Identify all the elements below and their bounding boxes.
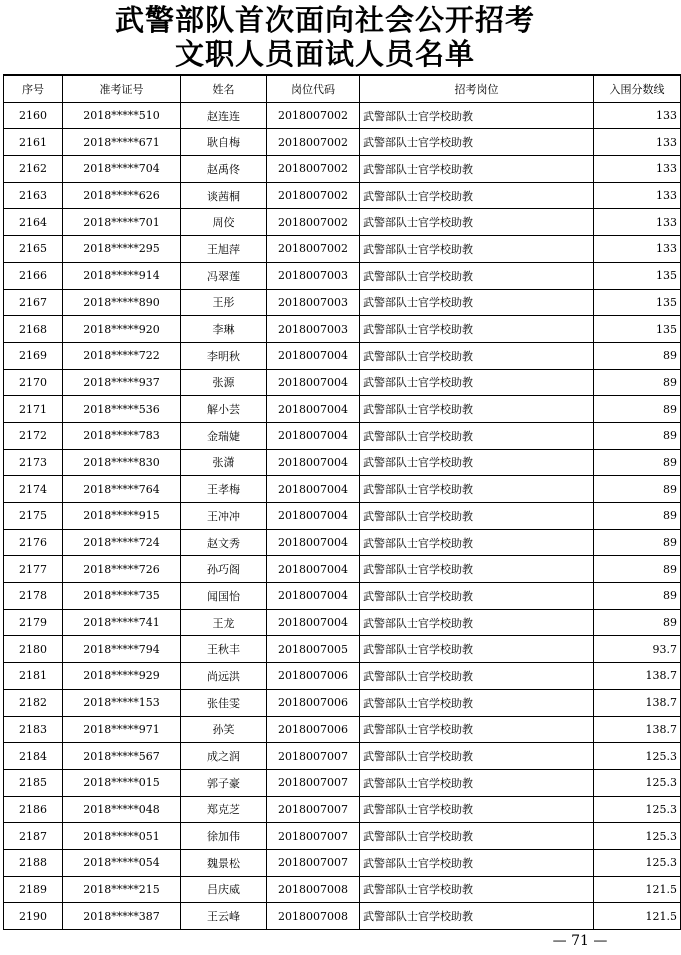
table-row — [4, 583, 681, 610]
cell-post: 武警部队士官学校助教 — [360, 102, 594, 129]
cell-cutoff-score: 89 — [594, 529, 681, 556]
cell-post-code: 2018007002 — [267, 102, 360, 129]
header-ticket-no: 准考证号 — [63, 75, 181, 102]
table-row — [4, 369, 681, 396]
cell-cutoff-score: 133 — [594, 102, 681, 129]
cell-post: 武警部队士官学校助教 — [360, 876, 594, 903]
cell-seq: 2161 — [4, 129, 63, 156]
cell-post: 武警部队士官学校助教 — [360, 396, 594, 423]
cell-seq: 2172 — [4, 422, 63, 449]
table-row — [4, 102, 681, 129]
cell-cutoff-score: 133 — [594, 182, 681, 209]
cell-post: 武警部队士官学校助教 — [360, 422, 594, 449]
table-row — [4, 476, 681, 503]
cell-post-code: 2018007008 — [267, 876, 360, 903]
cell-name: 张潇 — [181, 449, 267, 476]
table-row — [4, 236, 681, 263]
cell-name: 孙巧阁 — [181, 556, 267, 583]
cell-post: 武警部队士官学校助教 — [360, 236, 594, 263]
cell-name: 谈茜桐 — [181, 182, 267, 209]
cell-ticket-no: 2018*****051 — [63, 823, 181, 850]
header-post-code: 岗位代码 — [267, 75, 360, 102]
cell-ticket-no: 2018*****783 — [63, 422, 181, 449]
cell-name: 王冲冲 — [181, 503, 267, 530]
cell-cutoff-score: 89 — [594, 449, 681, 476]
table-row — [4, 422, 681, 449]
cell-ticket-no: 2018*****536 — [63, 396, 181, 423]
cell-seq: 2174 — [4, 476, 63, 503]
table-row — [4, 262, 681, 289]
cell-cutoff-score: 135 — [594, 316, 681, 343]
cell-ticket-no: 2018*****054 — [63, 849, 181, 876]
cell-post: 武警部队士官学校助教 — [360, 716, 594, 743]
cell-cutoff-score: 125.3 — [594, 849, 681, 876]
cell-post-code: 2018007007 — [267, 796, 360, 823]
cell-seq: 2176 — [4, 529, 63, 556]
cell-seq: 2181 — [4, 663, 63, 690]
header-cutoff-score: 入围分数线 — [594, 75, 681, 102]
cell-ticket-no: 2018*****724 — [63, 529, 181, 556]
cell-ticket-no: 2018*****567 — [63, 743, 181, 770]
cell-cutoff-score: 135 — [594, 289, 681, 316]
cell-cutoff-score: 133 — [594, 209, 681, 236]
cell-ticket-no: 2018*****015 — [63, 769, 181, 796]
cell-ticket-no: 2018*****741 — [63, 609, 181, 636]
cell-post: 武警部队士官学校助教 — [360, 503, 594, 530]
cell-seq: 2169 — [4, 342, 63, 369]
cell-name: 周佼 — [181, 209, 267, 236]
cell-post-code: 2018007006 — [267, 689, 360, 716]
cell-ticket-no: 2018*****830 — [63, 449, 181, 476]
cell-post: 武警部队士官学校助教 — [360, 156, 594, 183]
cell-cutoff-score: 138.7 — [594, 663, 681, 690]
table-row — [4, 796, 681, 823]
document-title-line-1: 武警部队首次面向社会公开招考 — [114, 3, 535, 37]
cell-post: 武警部队士官学校助教 — [360, 769, 594, 796]
cell-name: 王秋丰 — [181, 636, 267, 663]
cell-post: 武警部队士官学校助教 — [360, 609, 594, 636]
cell-cutoff-score: 125.3 — [594, 769, 681, 796]
cell-post: 武警部队士官学校助教 — [360, 823, 594, 850]
cell-name: 赵连连 — [181, 102, 267, 129]
cell-name: 王孝梅 — [181, 476, 267, 503]
cell-name: 李琳 — [181, 316, 267, 343]
cell-ticket-no: 2018*****626 — [63, 182, 181, 209]
cell-post: 武警部队士官学校助教 — [360, 849, 594, 876]
interview-candidates-table — [3, 74, 681, 930]
cell-post-code: 2018007006 — [267, 716, 360, 743]
cell-name: 李明秋 — [181, 342, 267, 369]
cell-seq: 2183 — [4, 716, 63, 743]
table-row — [4, 396, 681, 423]
cell-ticket-no: 2018*****215 — [63, 876, 181, 903]
cell-name: 王彤 — [181, 289, 267, 316]
cell-name: 金瑞婕 — [181, 422, 267, 449]
table-row — [4, 129, 681, 156]
cell-post-code: 2018007007 — [267, 743, 360, 770]
cell-cutoff-score: 89 — [594, 422, 681, 449]
table-row — [4, 609, 681, 636]
cell-name: 郭子豪 — [181, 769, 267, 796]
cell-name: 王龙 — [181, 609, 267, 636]
cell-ticket-no: 2018*****153 — [63, 689, 181, 716]
cell-cutoff-score: 89 — [594, 503, 681, 530]
table-row — [4, 689, 681, 716]
cell-seq: 2185 — [4, 769, 63, 796]
cell-post-code: 2018007007 — [267, 849, 360, 876]
cell-seq: 2177 — [4, 556, 63, 583]
table-row — [4, 823, 681, 850]
cell-post-code: 2018007005 — [267, 636, 360, 663]
cell-seq: 2187 — [4, 823, 63, 850]
cell-post-code: 2018007004 — [267, 503, 360, 530]
cell-name: 尚远洪 — [181, 663, 267, 690]
cell-seq: 2190 — [4, 903, 63, 930]
cell-seq: 2164 — [4, 209, 63, 236]
cell-name: 赵禹佟 — [181, 156, 267, 183]
cell-seq: 2167 — [4, 289, 63, 316]
cell-post: 武警部队士官学校助教 — [360, 663, 594, 690]
cell-post-code: 2018007008 — [267, 903, 360, 930]
cell-post: 武警部队士官学校助教 — [360, 556, 594, 583]
cell-post: 武警部队士官学校助教 — [360, 903, 594, 930]
cell-ticket-no: 2018*****295 — [63, 236, 181, 263]
cell-cutoff-score: 89 — [594, 342, 681, 369]
cell-post-code: 2018007004 — [267, 396, 360, 423]
cell-seq: 2188 — [4, 849, 63, 876]
cell-post: 武警部队士官学校助教 — [360, 342, 594, 369]
table-row — [4, 716, 681, 743]
cell-cutoff-score: 125.3 — [594, 743, 681, 770]
cell-post-code: 2018007002 — [267, 209, 360, 236]
cell-seq: 2175 — [4, 503, 63, 530]
cell-post-code: 2018007004 — [267, 449, 360, 476]
cell-name: 徐加伟 — [181, 823, 267, 850]
cell-post: 武警部队士官学校助教 — [360, 583, 594, 610]
cell-seq: 2165 — [4, 236, 63, 263]
cell-ticket-no: 2018*****929 — [63, 663, 181, 690]
cell-post-code: 2018007002 — [267, 236, 360, 263]
cell-cutoff-score: 125.3 — [594, 823, 681, 850]
cell-ticket-no: 2018*****764 — [63, 476, 181, 503]
cell-post: 武警部队士官学校助教 — [360, 449, 594, 476]
cell-post: 武警部队士官学校助教 — [360, 743, 594, 770]
cell-cutoff-score: 89 — [594, 583, 681, 610]
cell-seq: 2189 — [4, 876, 63, 903]
table-row — [4, 156, 681, 183]
cell-name: 王旭萍 — [181, 236, 267, 263]
cell-post: 武警部队士官学校助教 — [360, 369, 594, 396]
cell-post: 武警部队士官学校助教 — [360, 182, 594, 209]
cell-post-code: 2018007006 — [267, 663, 360, 690]
cell-name: 冯翠莲 — [181, 262, 267, 289]
cell-ticket-no: 2018*****920 — [63, 316, 181, 343]
cell-seq: 2182 — [4, 689, 63, 716]
cell-post-code: 2018007004 — [267, 529, 360, 556]
header-seq: 序号 — [4, 75, 63, 102]
table-row — [4, 289, 681, 316]
cell-post-code: 2018007002 — [267, 182, 360, 209]
cell-post: 武警部队士官学校助教 — [360, 636, 594, 663]
cell-ticket-no: 2018*****735 — [63, 583, 181, 610]
cell-post: 武警部队士官学校助教 — [360, 262, 594, 289]
cell-cutoff-score: 93.7 — [594, 636, 681, 663]
table-row — [4, 769, 681, 796]
cell-seq: 2168 — [4, 316, 63, 343]
cell-name: 孙笑 — [181, 716, 267, 743]
cell-ticket-no: 2018*****048 — [63, 796, 181, 823]
cell-seq: 2186 — [4, 796, 63, 823]
cell-name: 魏景松 — [181, 849, 267, 876]
cell-name: 王云峰 — [181, 903, 267, 930]
cell-ticket-no: 2018*****890 — [63, 289, 181, 316]
table-row — [4, 209, 681, 236]
cell-cutoff-score: 133 — [594, 156, 681, 183]
cell-seq: 2179 — [4, 609, 63, 636]
cell-cutoff-score: 138.7 — [594, 689, 681, 716]
cell-seq: 2160 — [4, 102, 63, 129]
table-row — [4, 636, 681, 663]
cell-name: 张源 — [181, 369, 267, 396]
cell-name: 成之润 — [181, 743, 267, 770]
cell-cutoff-score: 135 — [594, 262, 681, 289]
cell-name: 解小芸 — [181, 396, 267, 423]
cell-post: 武警部队士官学校助教 — [360, 289, 594, 316]
cell-post-code: 2018007002 — [267, 156, 360, 183]
cell-name: 赵文秀 — [181, 529, 267, 556]
cell-name: 吕庆威 — [181, 876, 267, 903]
cell-post: 武警部队士官学校助教 — [360, 796, 594, 823]
cell-post-code: 2018007004 — [267, 422, 360, 449]
table-row — [4, 342, 681, 369]
cell-post: 武警部队士官学校助教 — [360, 129, 594, 156]
cell-post: 武警部队士官学校助教 — [360, 209, 594, 236]
cell-post-code: 2018007003 — [267, 316, 360, 343]
cell-name: 耿自梅 — [181, 129, 267, 156]
cell-post-code: 2018007007 — [267, 769, 360, 796]
cell-ticket-no: 2018*****937 — [63, 369, 181, 396]
cell-cutoff-score: 133 — [594, 129, 681, 156]
table-row — [4, 503, 681, 530]
table-row — [4, 876, 681, 903]
table-row — [4, 663, 681, 690]
cell-ticket-no: 2018*****722 — [63, 342, 181, 369]
cell-seq: 2171 — [4, 396, 63, 423]
cell-ticket-no: 2018*****726 — [63, 556, 181, 583]
cell-ticket-no: 2018*****914 — [63, 262, 181, 289]
cell-post-code: 2018007004 — [267, 556, 360, 583]
table-row — [4, 849, 681, 876]
cell-ticket-no: 2018*****971 — [63, 716, 181, 743]
page-number: — 71 — — [552, 933, 608, 949]
cell-cutoff-score: 138.7 — [594, 716, 681, 743]
cell-seq: 2163 — [4, 182, 63, 209]
table-row — [4, 316, 681, 343]
cell-ticket-no: 2018*****387 — [63, 903, 181, 930]
cell-seq: 2173 — [4, 449, 63, 476]
cell-ticket-no: 2018*****915 — [63, 503, 181, 530]
cell-name: 郑克芝 — [181, 796, 267, 823]
table-header-row — [4, 75, 681, 102]
cell-post-code: 2018007003 — [267, 289, 360, 316]
cell-seq: 2178 — [4, 583, 63, 610]
cell-ticket-no: 2018*****701 — [63, 209, 181, 236]
cell-cutoff-score: 121.5 — [594, 876, 681, 903]
header-name: 姓名 — [181, 75, 267, 102]
cell-cutoff-score: 121.5 — [594, 903, 681, 930]
table-row — [4, 449, 681, 476]
cell-post-code: 2018007004 — [267, 342, 360, 369]
cell-seq: 2166 — [4, 262, 63, 289]
cell-post-code: 2018007004 — [267, 476, 360, 503]
cell-seq: 2170 — [4, 369, 63, 396]
cell-post-code: 2018007004 — [267, 609, 360, 636]
cell-cutoff-score: 125.3 — [594, 796, 681, 823]
cell-ticket-no: 2018*****704 — [63, 156, 181, 183]
cell-post: 武警部队士官学校助教 — [360, 529, 594, 556]
cell-post-code: 2018007004 — [267, 583, 360, 610]
cell-seq: 2180 — [4, 636, 63, 663]
cell-seq: 2162 — [4, 156, 63, 183]
table-row — [4, 556, 681, 583]
cell-ticket-no: 2018*****671 — [63, 129, 181, 156]
cell-post-code: 2018007003 — [267, 262, 360, 289]
cell-name: 张佳雯 — [181, 689, 267, 716]
cell-ticket-no: 2018*****794 — [63, 636, 181, 663]
table-row — [4, 743, 681, 770]
cell-cutoff-score: 89 — [594, 369, 681, 396]
table-body — [4, 102, 681, 929]
table-row — [4, 903, 681, 930]
header-post: 招考岗位 — [360, 75, 594, 102]
cell-cutoff-score: 89 — [594, 396, 681, 423]
document-title-line-2: 文职人员面试人员名单 — [174, 37, 475, 71]
cell-post-code: 2018007007 — [267, 823, 360, 850]
cell-post: 武警部队士官学校助教 — [360, 689, 594, 716]
cell-ticket-no: 2018*****510 — [63, 102, 181, 129]
cell-post-code: 2018007002 — [267, 129, 360, 156]
cell-cutoff-score: 133 — [594, 236, 681, 263]
cell-cutoff-score: 89 — [594, 556, 681, 583]
table-row — [4, 182, 681, 209]
table-row — [4, 529, 681, 556]
cell-seq: 2184 — [4, 743, 63, 770]
cell-cutoff-score: 89 — [594, 476, 681, 503]
cell-cutoff-score: 89 — [594, 609, 681, 636]
cell-name: 闻国怡 — [181, 583, 267, 610]
cell-post: 武警部队士官学校助教 — [360, 476, 594, 503]
cell-post-code: 2018007004 — [267, 369, 360, 396]
cell-post: 武警部队士官学校助教 — [360, 316, 594, 343]
